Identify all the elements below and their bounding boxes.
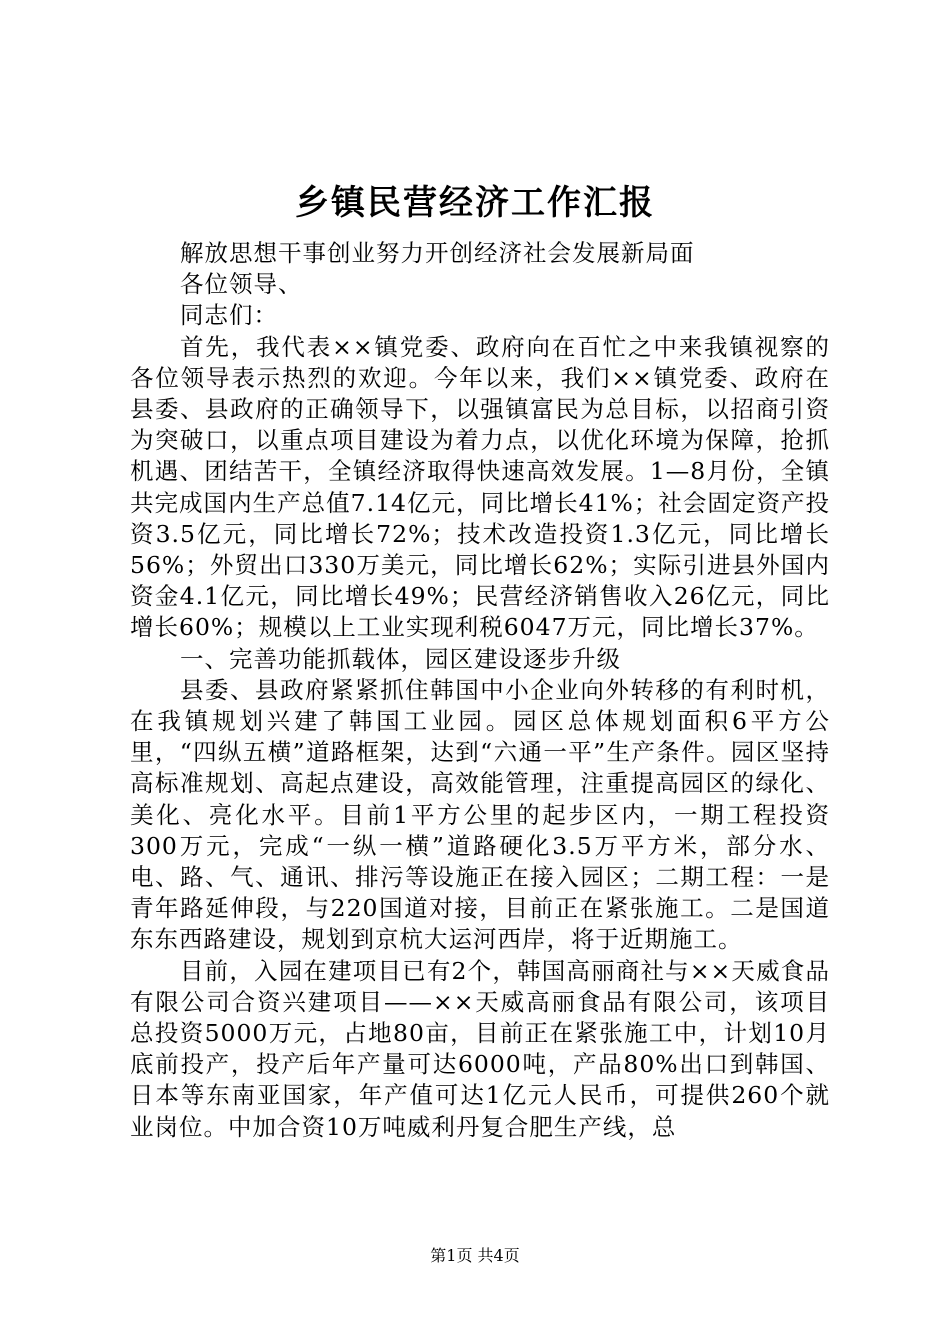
document-body — [130, 238, 830, 1143]
document-title: 乡镇民营经济工作汇报 — [295, 183, 655, 223]
paragraph-park: 县委、县政府紧紧抓住韩国中小企业向外转移的有利时机，在我镇规划兴建了韩国工业园。园区总体规划面积6平方公里，“四纵五横”道路框架，达到“六通一平”生产条件。园区坚持高标准规划、高起点建设，高效能管理，注重提高园区的绿化、美化、亮化水平。目前1平方公里的起步区内，一期工程投资300万元，完成“一纵一横”道路硬化3.5万平方米，部分水、电、路、气、通讯、排污等设施正在接入园区；二期工程：一是青年路延伸段，与220国道对接，目前正在紧张施工。二是国道东东西路建设，规划到京杭大运河西岸，将于近期施工。 — [130, 675, 830, 954]
page-footer: 第1页 共4页 — [430, 1246, 520, 1265]
paragraph-intro: 首先，我代表××镇党委、政府向在百忙之中来我镇视察的各位领导表示热烈的欢迎。今年以来，我们××镇党委、政府在县委、县政府的正确领导下，以强镇富民为总目标，以招商引资为突破口，以重点项目建设为着力点，以优化环境为保障，抢抓机遇、团结苦干，全镇经济取得快速高效发展。1—8月份，全镇共完成国内生产总值7.14亿元，同比增长41%；社会固定资产投资3.5亿元，同比增长72%；技术改造投资1.3亿元，同比增长56%；外贸出口330万美元，同比增长62%；实际引进县外国内资金4.1亿元，同比增长49%；民营经济销售收入26亿元，同比增长60%；规模以上工业实现利税6047万元，同比增长37%。 — [130, 332, 830, 642]
salutation-line-1: 各位领导、 — [180, 270, 303, 299]
section-heading-1: 一、完善功能抓载体，园区建设逐步升级 — [180, 644, 621, 673]
paragraph-projects: 目前，入园在建项目已有2个，韩国高丽商社与××天威食品有限公司合资兴建项目——××天威高丽食品有限公司，该项目总投资5000万元，占地80亩，目前正在紧张施工中，计划10月底前投产，投产后年产量可达6000吨，产品80%出口到韩国、日本等东南亚国家，年产值可达1亿元人民币，可提供260个就业岗位。中加合资10万吨威利丹复合肥生产线，总 — [130, 956, 830, 1141]
salutation-line-2: 同志们： — [180, 301, 278, 330]
subtitle-line: 解放思想干事创业努力开创经济社会发展新局面 — [180, 239, 695, 267]
